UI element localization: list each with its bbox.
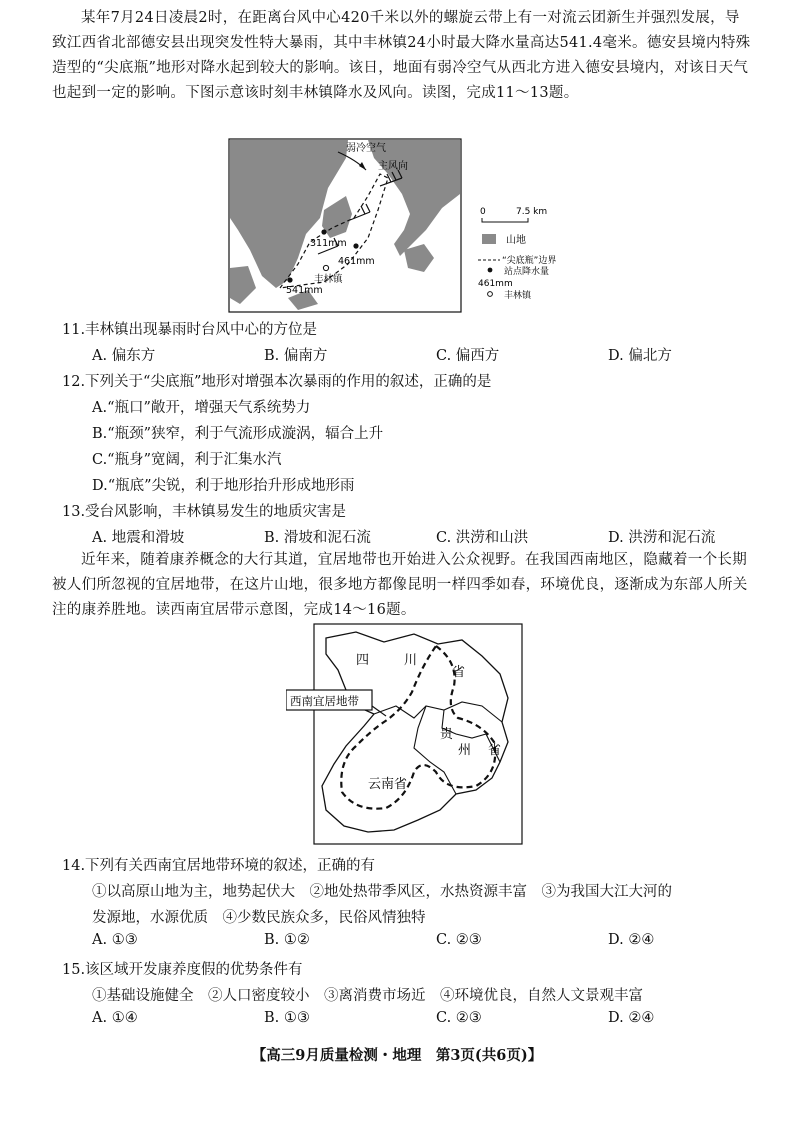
q14-statement-line-1: ①以高原山地为主，地势起伏大 ②地处热带季风区，水热资源丰富 ③为我国大江大河的 [92, 884, 672, 900]
q12-option-c[interactable]: C.“瓶身”宽阔，利于汇集水汽 [92, 452, 282, 468]
station-dot [321, 229, 326, 234]
belt-label: 西南宜居地带 [290, 694, 359, 708]
q15-statement-line-1: ①基础设施健全 ②人口密度较小 ③离消费市场近 ④环境优良，自然人文景观丰富 [92, 988, 643, 1004]
q15-option-c[interactable]: C. ②③ [436, 1010, 482, 1026]
sichuan-char-3: 省 [452, 665, 466, 680]
scale-value: 7.5 km [516, 207, 548, 217]
q15-option-a[interactable]: A. ①④ [92, 1010, 138, 1026]
guizhou-char-3: 省 [488, 743, 502, 758]
main-wind-label: 主风向 [378, 161, 408, 172]
page-footer: 【高三9月质量检测・地理 第3页(共6页)】 [251, 1047, 543, 1064]
southwest-livable-belt-map [286, 622, 526, 848]
q12-option-a[interactable]: A.“瓶口”敞开，增强天气系统势力 [92, 400, 311, 416]
legend-station-value: 461mm [478, 279, 513, 289]
legend-mountain-label: 山地 [506, 235, 526, 246]
fenglin-rainfall-map [228, 138, 592, 314]
question-15-stem: 15.该区域开发康养度假的优势条件有 [62, 962, 303, 978]
intro-paragraph-1: 某年7月24日凌晨2时，在距离台风中心420千米以外的螺旋云带上有一对流云团新生并强烈发展，导致江西省北部德安县出现突发性特大暴雨，其中丰林镇24小时最大降水量高达541.4毫米。德安县境内特殊造型的“尖底瓶”地形对降水起到较大的影响。该日，地面有弱冷空气从西北方进入德安县境内，对该日天气也起到一定的影响。下图示意该时刻丰林镇降水及风向。读图，完成11～13题。 [52, 10, 751, 101]
legend-town-label: 丰林镇 [504, 291, 532, 301]
q14-option-a[interactable]: A. ①③ [92, 932, 138, 948]
q11-option-b[interactable]: B. 偏南方 [264, 348, 328, 364]
sichuan-char-1: 四 [356, 653, 370, 668]
station-dot [287, 277, 292, 282]
scale-bar [482, 218, 528, 222]
q11-option-c[interactable]: C. 偏西方 [436, 348, 500, 364]
q13-option-b[interactable]: B. 滑坡和泥石流 [264, 530, 371, 546]
q14-statement-line-2: 发源地，水源优质 ④少数民族众多，民俗风情独特 [92, 910, 426, 926]
guizhou-char-2: 州 [458, 743, 472, 758]
q15-option-b[interactable]: B. ①③ [264, 1010, 310, 1026]
q14-option-d[interactable]: D. ②④ [608, 932, 655, 948]
fenglin-label: 丰林镇 [314, 274, 343, 285]
q15-option-d[interactable]: D. ②④ [608, 1010, 655, 1026]
legend-station-label: 站点降水量 [504, 267, 550, 277]
sichuan-char-2: 川 [404, 653, 418, 668]
map-legend [478, 207, 556, 301]
legend-mountain-swatch [482, 234, 496, 244]
legend-town-marker [488, 292, 493, 297]
q13-option-d[interactable]: D. 洪涝和泥石流 [608, 530, 716, 546]
question-12-stem: 12.下列关于“尖底瓶”地形对增强本次暴雨的作用的叙述，正确的是 [62, 374, 492, 390]
legend-station-dot [488, 268, 493, 273]
intro-paragraph-2: 近年来，随着康养概念的大行其道，宜居地带也开始进入公众视野。在我国西南地区，隐藏着一个长期被人们所忽视的宜居地带，在这片山地，很多地方都像昆明一样四季如春，环境优良，逐渐成为东部人所关注的康养胜地。读西南宜居带示意图，完成14～16题。 [52, 552, 748, 618]
station-311-label: 311mm [310, 238, 347, 249]
question-13-stem: 13.受台风影响，丰林镇易发生的地质灾害是 [62, 504, 347, 520]
q11-option-d[interactable]: D. 偏北方 [608, 348, 672, 364]
fenglin-town-marker [323, 265, 328, 270]
q12-option-d[interactable]: D.“瓶底”尖锐，利于地形抬升形成地形雨 [92, 478, 355, 494]
yunnan-label: 云南省 [368, 777, 408, 792]
q11-option-a[interactable]: A. 偏东方 [92, 348, 156, 364]
cold-air-label: 弱冷空气 [346, 143, 386, 154]
q13-option-c[interactable]: C. 洪涝和山洪 [436, 530, 529, 546]
station-dot [353, 243, 358, 248]
q14-option-c[interactable]: C. ②③ [436, 932, 482, 948]
question-14-stem: 14.下列有关西南宜居地带环境的叙述，正确的有 [62, 858, 376, 874]
station-461-label: 461mm [338, 256, 375, 267]
scale-zero: 0 [480, 207, 486, 217]
q13-option-a[interactable]: A. 地震和滑坡 [92, 530, 185, 546]
guizhou-char-1: 贵 [440, 727, 454, 742]
q14-option-b[interactable]: B. ①② [264, 932, 310, 948]
q12-option-b[interactable]: B.“瓶颈”狭窄，利于气流形成漩涡，辐合上升 [92, 426, 384, 442]
station-541-label: 541mm [286, 285, 323, 296]
question-11-stem: 11.丰林镇出现暴雨时台风中心的方位是 [62, 322, 318, 338]
legend-boundary-label: “尖底瓶”边界 [502, 256, 557, 266]
